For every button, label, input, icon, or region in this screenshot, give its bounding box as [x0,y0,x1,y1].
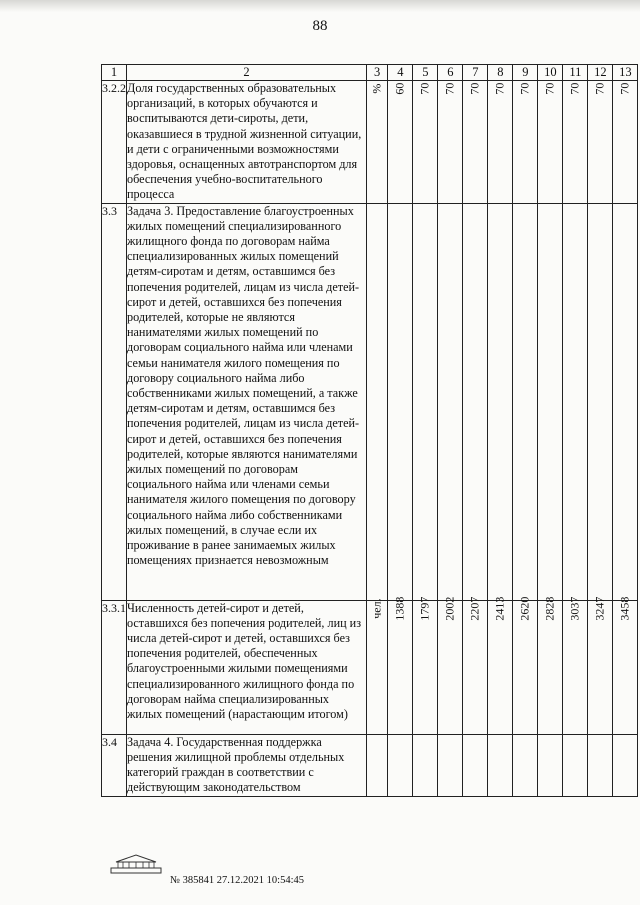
value-cell: 70 [588,81,613,204]
value-cell: 70 [538,81,563,204]
row-description: Доля государственных образовательных организаций, в которых обучаются и воспитываются дети-сироты, дети, оказавшиеся в трудной жизненной ситуации, и дети с ограниченными возможностями здоровья, оснащенных автотранспортом для обеспечения учебно-воспитательного процесса [127,81,367,204]
government-building-seal-icon [110,852,162,874]
value-cell [613,734,638,796]
document-footer [110,852,304,886]
value-cell: 2002 [438,600,463,734]
value-cell [463,203,488,600]
value-cell [513,734,538,796]
row-description: Численность детей-сирот и детей, оставшихся без попечения родителей, лиц из числа детей-сирот и детей, оставшихся без попечения родителей, обеспеченных благоустроенными жилыми помещениями специализированного жилищного фонда по договорам найма специализированных жилых помещений (нарастающим итогом) [127,600,367,734]
value-cell [488,203,513,600]
value-cell [538,203,563,600]
unit-cell [367,734,388,796]
header-cell: 6 [438,65,463,81]
value-cell [463,734,488,796]
value-cell: 2620 [513,600,538,734]
value-cell: 3458 [613,600,638,734]
row-number: 3.2.2 [102,81,127,204]
value-cell: 3037 [563,600,588,734]
value-cell: 70 [613,81,638,204]
value-cell: 3247 [588,600,613,734]
header-cell: 2 [127,65,367,81]
table-row [102,734,638,796]
table-row [102,203,638,600]
value-cell: 1797 [413,600,438,734]
header-cell: 8 [488,65,513,81]
header-cell: 10 [538,65,563,81]
row-description: Задача 4. Государственная поддержка решения жилищной проблемы отдельных категорий граждан в соответствии с действующим законодательством [127,734,367,796]
unit-cell [367,203,388,600]
value-cell [413,734,438,796]
value-cell [538,734,563,796]
header-cell: 1 [102,65,127,81]
document-number: № 385841 [170,875,215,886]
document-timestamp: 27.12.2021 10:54:45 [216,875,304,886]
value-cell: 70 [438,81,463,204]
value-cell [438,734,463,796]
row-description: Задача 3. Предоставление благоустроенных жилых помещений специализированного жилищного фонда по договорам найма специализированных жилых помещений детям-сиротам и детям, оставшимся без попечения родителей, лицам из числа детей-сирот и детей, оставшихся без попечения родителей, которые не являются нанимателями жилых помещений по договорам социального найма или членами семьи нанимателя жилого помещения по договору социального найма либо собственниками жилых помещений, а также детям-сиротам и детям, оставшимся без попечения родителей, лицам из числа детей-сирот и детей, оставшихся без попечения родителей, которые являются нанимателями жилых помещений по договорам социального найма или членами семьи нанимателя жилого помещения по договору социального найма либо собственниками жилых помещений, в случае если их проживание в ранее занимаемых жилых помещениях признается невозможным [127,203,367,600]
header-cell: 11 [563,65,588,81]
value-cell [388,734,413,796]
value-cell [588,203,613,600]
table-row [102,81,638,204]
value-cell [513,203,538,600]
value-cell [488,734,513,796]
unit-cell: % [367,81,388,204]
row-number: 3.4 [102,734,127,796]
document-stamp [170,875,304,886]
value-cell [413,203,438,600]
header-cell: 9 [513,65,538,81]
value-cell [563,734,588,796]
value-cell: 2828 [538,600,563,734]
value-cell [438,203,463,600]
value-cell: 70 [563,81,588,204]
row-number: 3.3 [102,203,127,600]
value-cell: 70 [513,81,538,204]
value-cell [613,203,638,600]
header-cell: 5 [413,65,438,81]
value-cell: 2207 [463,600,488,734]
header-cell: 3 [367,65,388,81]
indicators-table [101,64,638,797]
value-cell: 70 [413,81,438,204]
table-row [102,600,638,734]
row-number: 3.3.1 [102,600,127,734]
value-cell: 1388 [388,600,413,734]
header-cell: 13 [613,65,638,81]
value-cell: 2413 [488,600,513,734]
scan-edge-shadow [0,0,640,12]
header-cell: 4 [388,65,413,81]
value-cell [388,203,413,600]
unit-cell: чел. [367,600,388,734]
value-cell: 60 [388,81,413,204]
value-cell: 70 [488,81,513,204]
value-cell [588,734,613,796]
header-cell: 12 [588,65,613,81]
header-cell: 7 [463,65,488,81]
page-number: 88 [312,18,328,34]
header-row [102,65,638,81]
value-cell: 70 [463,81,488,204]
value-cell [563,203,588,600]
